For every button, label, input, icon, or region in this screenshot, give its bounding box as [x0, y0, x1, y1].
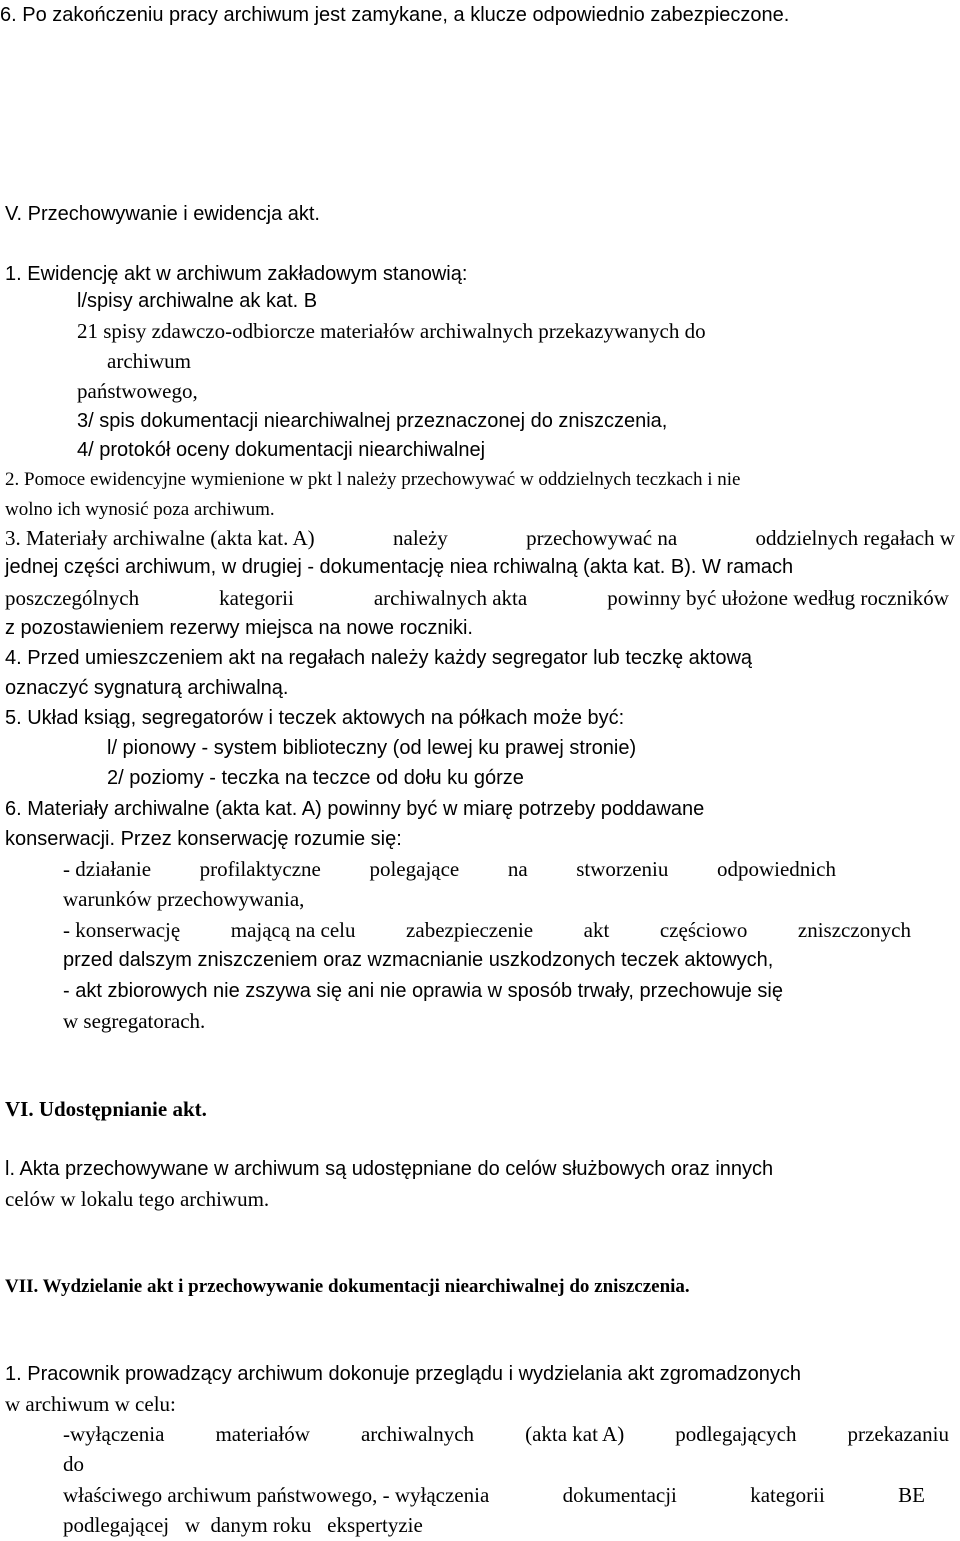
item-6-word: polegające — [369, 857, 460, 881]
section-v-item-1-b-cont2: państwowego, — [77, 379, 198, 403]
section-v-item-1-b-cont: archiwum — [107, 349, 191, 373]
item-3-word: 3. Materiały archiwalne (akta kat. A) — [5, 526, 315, 550]
item-6-word: zniszczonych — [797, 918, 911, 942]
section-v-item-1-d: 4/ protokół oceny dokumentacji niearchiwalnej — [77, 439, 486, 461]
section-v-item-1-c: 3/ spis dokumentacji niearchiwalnej przeznaczonej do zniszczenia, — [77, 410, 668, 432]
item-vii-word: przekazaniu — [847, 1422, 949, 1446]
section-v-item-5-line-1: 5. Układ ksiąg, segregatorów i teczek aktowych na półkach może być: — [5, 707, 625, 729]
item-vii-word: materiałów — [215, 1422, 310, 1446]
item-6-word: odpowiednich — [716, 857, 836, 881]
section-v-item-5-a: l/ pionowy - system biblioteczny (od lewej ku prawej stronie) — [107, 737, 637, 759]
section-v-item-6-c-line-2: w segregatorach. — [63, 1009, 206, 1033]
item-vii-word: archiwalnych — [360, 1422, 475, 1446]
section-vii-item-1-a-line-2: do — [63, 1452, 84, 1476]
item-6-word: - konserwację — [63, 918, 181, 942]
section-v-item-6-line-2: konserwacji. Przez konserwację rozumie się: — [5, 828, 402, 850]
section-vi-heading: VI. Udostępnianie akt. — [5, 1097, 207, 1121]
section-vii-item-1-line-1: 1. Pracownik prowadzący archiwum dokonuje przeglądu i wydzielania akt zgromadzonych — [5, 1363, 801, 1385]
paragraph-closing-archive: 6. Po zakończeniu pracy archiwum jest zamykane, a klucze odpowiednio zabezpieczone. — [0, 4, 790, 26]
item-vii-word: BE — [898, 1483, 925, 1507]
item-6-word: akt — [583, 918, 610, 942]
section-vi-item-1-line-2: celów w lokalu tego archiwum. — [5, 1187, 270, 1211]
item-6-word: częściowo — [659, 918, 748, 942]
section-v-item-2-line-1: 2. Pomoce ewidencyjne wymienione w pkt l należy przechowywać w oddzielnych teczkach i nie — [5, 469, 741, 490]
section-v-item-2-line-2: wolno ich wynosić poza archiwum. — [5, 499, 275, 520]
item-vii-word: (akta kat A) — [525, 1422, 625, 1446]
section-v-item-3-line-3 — [5, 588, 949, 609]
item-3-word: oddzielnych regałach w — [755, 526, 955, 550]
section-vii-item-1-a-line-4: podlegającej w danym roku ekspertyzie — [63, 1513, 423, 1537]
item-6-word: mającą na celu — [230, 918, 356, 942]
item-3-word: poszczególnych — [5, 586, 140, 610]
item-3-word: przechowywać na — [526, 526, 678, 550]
item-6-word: stworzeniu — [576, 857, 669, 881]
section-vii-item-1-a-line-1 — [63, 1424, 949, 1445]
item-3-word: należy — [393, 526, 448, 550]
item-3-word: powinny być ułożone według roczników — [607, 586, 949, 610]
section-v-item-3-line-2: jednej części archiwum, w drugiej - dokumentację niea rchiwalną (akta kat. B). W ramach — [5, 556, 794, 578]
item-vii-word: dokumentacji — [562, 1483, 677, 1507]
section-vi-item-1-line-1: l. Akta przechowywane w archiwum są udostępniane do celów służbowych oraz innych — [5, 1158, 774, 1180]
section-v-item-6-c-line-1: - akt zbiorowych nie zszywa się ani nie oprawia w sposób trwały, przechowuje się — [63, 980, 783, 1002]
item-vii-word: -wyłączenia — [63, 1422, 165, 1446]
item-vii-word: kategorii — [750, 1483, 825, 1507]
section-v-item-1-b: 21 spisy zdawczo-odbiorcze materiałów archiwalnych przekazywanych do — [77, 319, 706, 343]
section-v-item-6-line-1: 6. Materiały archiwalne (akta kat. A) powinny być w miarę potrzeby poddawane — [5, 798, 705, 820]
item-vii-word: podlegających — [675, 1422, 797, 1446]
section-v-item-1-a: l/spisy archiwalne ak kat. B — [77, 290, 318, 312]
section-v-heading: V. Przechowywanie i ewidencja akt. — [5, 203, 320, 225]
section-vii-item-1-line-2: w archiwum w celu: — [5, 1392, 176, 1416]
item-vii-word: właściwego archiwum państwowego, - wyłączenia — [63, 1483, 490, 1507]
item-3-word: archiwalnych akta — [373, 586, 528, 610]
item-6-word: zabezpieczenie — [406, 918, 534, 942]
section-v-item-6-a-line-2: warunków przechowywania, — [63, 887, 305, 911]
section-v-item-4-line-1: 4. Przed umieszczeniem akt na regałach należy każdy segregator lub teczkę aktową — [5, 647, 753, 669]
section-v-item-1: 1. Ewidencję akt w archiwum zakładowym stanowią: — [5, 263, 468, 285]
section-vii-heading: VII. Wydzielanie akt i przechowywanie dokumentacji niearchiwalnej do zniszczenia. — [5, 1276, 690, 1297]
section-v-item-3-line-4: z pozostawieniem rezerwy miejsca na nowe roczniki. — [5, 617, 473, 639]
section-v-item-5-b: 2/ poziomy - teczka na teczce od dołu ku górze — [107, 767, 524, 789]
item-3-word: kategorii — [219, 586, 294, 610]
section-v-item-6-a-line-1 — [63, 859, 836, 880]
section-vii-item-1-a-line-3 — [63, 1485, 925, 1506]
item-6-word: profilaktyczne — [199, 857, 321, 881]
item-6-word: - działanie — [63, 857, 152, 881]
section-v-item-4-line-2: oznaczyć sygnaturą archiwalną. — [5, 677, 289, 699]
item-6-word: na — [507, 857, 528, 881]
section-v-item-6-b-line-1 — [63, 920, 911, 941]
section-v-item-3-line-1 — [5, 528, 955, 549]
section-v-item-6-b-line-2: przed dalszym zniszczeniem oraz wzmacnianie uszkodzonych teczek aktowych, — [63, 949, 774, 971]
